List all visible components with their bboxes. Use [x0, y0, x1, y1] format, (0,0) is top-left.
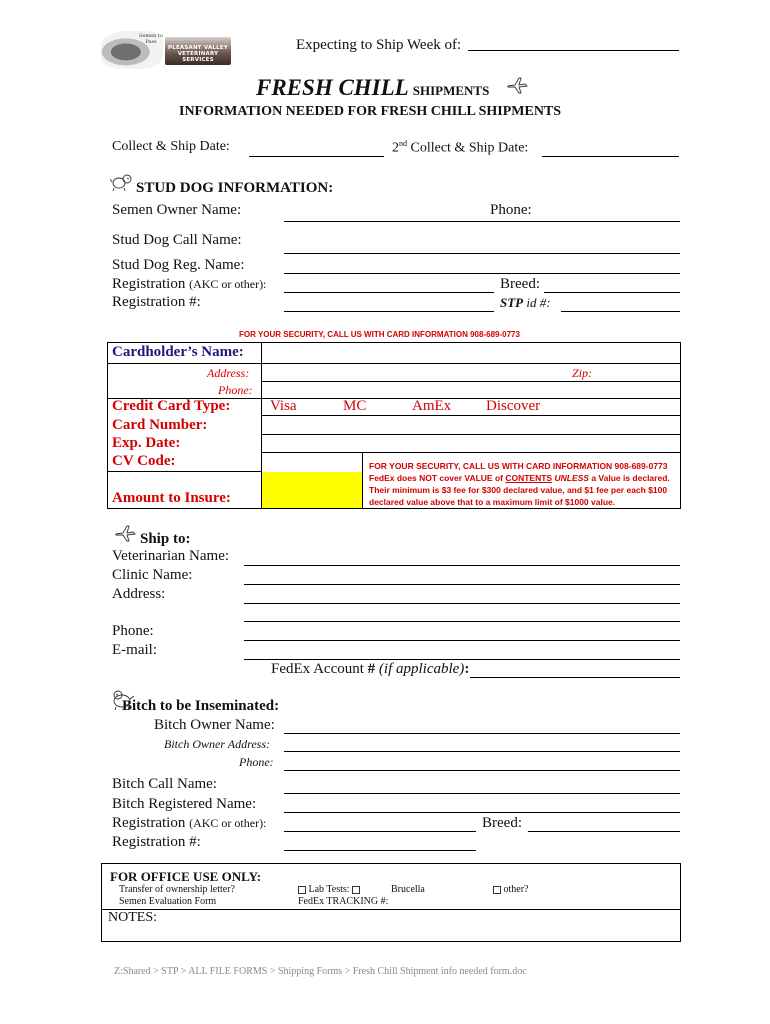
semen-owner-name-field[interactable] [284, 221, 680, 222]
office-use-heading: FOR OFFICE USE ONLY: [110, 869, 262, 884]
exp-date-label: Exp. Date: [112, 435, 181, 451]
lab-tests-checkbox-2[interactable] [352, 886, 360, 894]
bitch-breed-label: Breed: [482, 815, 522, 831]
card-type-amex[interactable]: AmEx [412, 398, 452, 414]
card-address-label: Address: [207, 366, 250, 380]
bitch-phone-label: Phone: [239, 755, 274, 769]
card-type-discover[interactable]: Discover [486, 398, 541, 414]
bitch-registration-number-label: Registration #: [112, 834, 201, 850]
stud-registration-number-label: Registration #: [112, 294, 201, 310]
stud-dog-reg-name-field[interactable] [284, 273, 680, 274]
stud-registration-field[interactable] [284, 292, 494, 293]
semen-owner-name-label: Semen Owner Name: [112, 202, 242, 218]
fedex-value-note-line2: Their minimum is $3 fee for $300 declared value, and $1 fee per each $100 [369, 485, 668, 495]
clinic-name-field[interactable] [244, 584, 680, 585]
fedex-account-label: FedEx Account # (if applicable): [271, 661, 470, 677]
card-phone-label: Phone: [218, 383, 253, 397]
stud-dog-icon [110, 173, 136, 191]
ship-address-label: Address: [112, 586, 166, 602]
page-title [256, 75, 489, 101]
brucella-label: Brucella [391, 884, 425, 895]
ship-phone-label: Phone: [112, 623, 154, 639]
cv-code-field[interactable] [262, 453, 362, 471]
card-address-field[interactable] [262, 364, 562, 381]
expecting-ship-week-field[interactable] [468, 50, 679, 51]
ship-address-field-2[interactable] [244, 621, 680, 622]
card-type-visa[interactable]: Visa [270, 398, 297, 414]
office-divider [101, 909, 681, 910]
bitch-owner-address-field[interactable] [284, 751, 680, 752]
amount-to-insure-field[interactable] [262, 472, 362, 508]
fedex-value-note-line1: FedEx does NOT cover VALUE of CONTENTS UNLESS a Value is declared. [369, 473, 670, 483]
ship-to-heading: Ship to: [140, 531, 191, 547]
bitch-registration-label: Registration (AKC or other): [112, 815, 267, 831]
card-number-field[interactable] [262, 416, 681, 434]
clinic-logo [101, 31, 232, 69]
bitch-phone-field[interactable] [284, 770, 680, 771]
stud-dog-call-name-field[interactable] [284, 253, 680, 254]
exp-date-field[interactable] [262, 435, 681, 452]
card-phone-field[interactable] [262, 382, 681, 398]
footer-file-path: Z:Shared > STP > ALL FILE FORMS > Shipping Forms > Fresh Chill Shipment info needed form.doc [114, 966, 527, 977]
fedex-account-field[interactable] [470, 677, 680, 678]
clinic-name-label: Clinic Name: [112, 567, 193, 583]
stud-phone-label: Phone: [490, 202, 532, 218]
stp-id-label: STP id #: [500, 295, 551, 310]
stp-id-field[interactable] [561, 311, 680, 312]
stud-registration-number-field[interactable] [284, 311, 494, 312]
credit-card-type-label: Credit Card Type: [112, 398, 231, 414]
cardholder-name-label: Cardholder’s Name: [112, 344, 244, 360]
table-divider [362, 452, 363, 509]
stud-breed-label: Breed: [500, 276, 540, 292]
card-number-label: Card Number: [112, 417, 208, 433]
card-zip-label: Zip: [572, 366, 593, 380]
title-sub: SHIPMENTS [412, 83, 490, 98]
stud-registration-label: Registration (AKC or other): [112, 276, 267, 292]
cardholder-name-field[interactable] [262, 343, 681, 363]
airplane-icon [112, 524, 138, 542]
fedex-value-note-line3: declared value above that to a maximum limit of $1000 value. [369, 497, 616, 507]
logo-banner-text: PLEASANT VALLEY VETERINARY SERVICES [168, 45, 228, 63]
security-note-table: FOR YOUR SECURITY, CALL US WITH CARD INFORMATION 908-689-0773 [369, 461, 668, 471]
lab-tests-item: Lab Tests: [298, 884, 360, 895]
stud-breed-field[interactable] [544, 292, 680, 293]
stud-dog-reg-name-label: Stud Dog Reg. Name: [112, 257, 245, 273]
amount-to-insure-label: Amount to Insure: [112, 490, 231, 506]
bitch-registration-number-field[interactable] [284, 850, 476, 851]
bitch-owner-address-label: Bitch Owner Address: [164, 737, 270, 751]
collect-ship-date-2-label: 2nd Collect & Ship Date: [392, 139, 529, 156]
airplane-icon [506, 76, 528, 94]
veterinarian-name-label: Veterinarian Name: [112, 548, 230, 564]
semen-evaluation-label: Semen Evaluation Form [119, 896, 217, 907]
ship-email-label: E-mail: [112, 642, 157, 658]
ship-email-field[interactable] [244, 659, 680, 660]
bitch-owner-name-label: Bitch Owner Name: [154, 717, 275, 733]
lab-tests-checkbox[interactable] [298, 886, 306, 894]
logo-seal-text: Semen to Pass [139, 33, 163, 45]
veterinarian-name-field[interactable] [244, 565, 680, 566]
stud-dog-call-name-label: Stud Dog Call Name: [112, 232, 242, 248]
notes-label: NOTES: [108, 910, 157, 925]
card-type-mc[interactable]: MC [343, 398, 367, 414]
bitch-heading: Bitch to be Inseminated: [122, 698, 280, 714]
bitch-owner-name-field[interactable] [284, 733, 680, 734]
stud-dog-heading: STUD DOG INFORMATION: [136, 180, 334, 196]
expecting-ship-week-label: Expecting to Ship Week of: [296, 37, 462, 53]
bitch-registered-name-label: Bitch Registered Name: [112, 796, 257, 812]
other-item: other? [493, 884, 529, 895]
bitch-call-name-label: Bitch Call Name: [112, 776, 217, 792]
security-note-top: FOR YOUR SECURITY, CALL US WITH CARD INFORMATION 908-689-0773 [239, 330, 520, 339]
bitch-registered-name-field[interactable] [284, 812, 680, 813]
page-subtitle: INFORMATION NEEDED FOR FRESH CHILL SHIPMENTS [179, 104, 562, 119]
title-main: FRESH CHILL [256, 75, 409, 100]
cv-code-label: CV Code: [112, 453, 176, 469]
collect-ship-date-field[interactable] [249, 156, 384, 157]
transfer-ownership-label: Transfer of ownership letter? [119, 884, 235, 895]
other-checkbox[interactable] [493, 886, 501, 894]
bitch-breed-field[interactable] [528, 831, 680, 832]
collect-ship-date-2-field[interactable] [542, 156, 679, 157]
collect-ship-date-label: Collect & Ship Date: [112, 139, 230, 154]
bitch-call-name-field[interactable] [284, 793, 680, 794]
notes-field[interactable] [102, 928, 680, 941]
ship-address-field-1[interactable] [244, 603, 680, 604]
table-divider [107, 471, 262, 472]
ship-phone-field[interactable] [244, 640, 680, 641]
bitch-registration-field[interactable] [284, 831, 476, 832]
fedex-tracking-label: FedEx TRACKING #: [298, 896, 389, 907]
